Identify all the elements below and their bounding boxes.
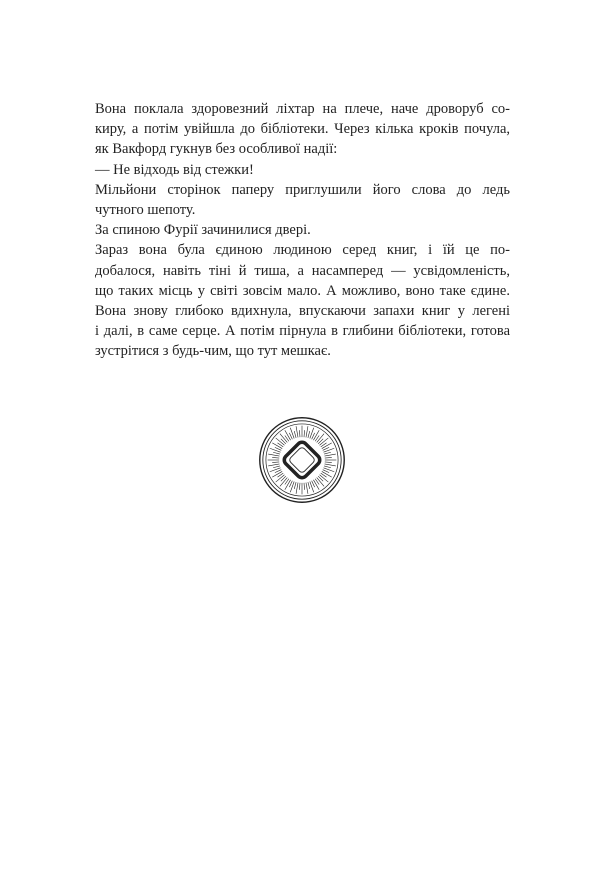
ornament-ray bbox=[273, 466, 280, 468]
ornament-ray bbox=[320, 438, 329, 445]
ornament-ray bbox=[276, 475, 285, 482]
text-line-9: добалося, навіть тіні й тиша, а насамперед — усвідомленість, bbox=[95, 262, 510, 279]
ornament-ray bbox=[273, 452, 280, 454]
ornament-ray bbox=[324, 468, 335, 472]
ornament-ray bbox=[308, 431, 310, 438]
ornament-ray bbox=[325, 454, 336, 456]
ornament-ray bbox=[285, 480, 291, 490]
text-line-6: чутного шепоту. bbox=[95, 201, 196, 218]
ornament-ray bbox=[268, 464, 279, 466]
text-line-13: зустрітися з будь-чим, що тут мешкає. bbox=[95, 343, 331, 360]
ornament-ray bbox=[270, 448, 281, 452]
ornament-ray bbox=[313, 480, 319, 490]
ornament-ray bbox=[280, 478, 287, 487]
ornament-ray bbox=[310, 428, 314, 439]
ornament-ray bbox=[325, 457, 332, 458]
ornament-ray bbox=[304, 430, 305, 437]
ornament-ray bbox=[325, 464, 336, 466]
ornament-ray bbox=[308, 482, 310, 489]
ornament-ray bbox=[268, 454, 279, 456]
ornament-ray bbox=[324, 466, 331, 468]
text-line-3: як Вакфорд гукнув без особливої надії: bbox=[95, 141, 338, 158]
ornament-ray bbox=[285, 430, 291, 440]
ornament-ray bbox=[296, 483, 298, 494]
dialogue-line: — Не відходь від стежки! bbox=[95, 161, 254, 178]
body-text bbox=[95, 99, 510, 361]
text-line-2: киру, а потім увійшла до бібліотеки. Через кілька кроків почула, bbox=[95, 121, 510, 138]
ornament-ray bbox=[322, 443, 332, 449]
ornament-ray bbox=[299, 430, 300, 437]
ornament-ray bbox=[325, 462, 332, 463]
ornament-ray bbox=[322, 471, 332, 477]
ornament-ray bbox=[306, 483, 308, 494]
ornament-ray bbox=[310, 482, 314, 493]
ornament-ray bbox=[320, 475, 329, 482]
ornament-ray bbox=[272, 471, 282, 477]
ornament-ray bbox=[272, 457, 279, 458]
text-line-1: Вона поклала здоровезний ліхтар на плече, наче дроворуб со- bbox=[95, 101, 510, 117]
ornament-ray bbox=[317, 478, 324, 487]
ornament-ray bbox=[272, 462, 279, 463]
ornament-ray bbox=[324, 452, 331, 454]
ornament-ray bbox=[299, 483, 300, 490]
ornament-ray bbox=[290, 428, 294, 439]
ornament-ray bbox=[270, 468, 281, 472]
text-line-12: і далі, в саме серце. А потім пірнула в глибини бібліотеки, готова bbox=[95, 323, 510, 340]
ornament-ray bbox=[294, 482, 296, 489]
text-line-11: Вона знову глибоко вдихнула, впускаючи запахи книг у легені bbox=[95, 302, 510, 319]
text-line-10: що таких місць у світі зовсім мало. А можливо, воно таке єдине. bbox=[95, 282, 510, 299]
ornament-ray bbox=[313, 430, 319, 440]
ornament-ray bbox=[280, 434, 287, 443]
ornament-ray bbox=[290, 482, 294, 493]
ornament-ray bbox=[294, 431, 296, 438]
ornament-ray bbox=[304, 483, 305, 490]
ornament-ray bbox=[296, 426, 298, 437]
sunburst-diamond-ornament-icon bbox=[258, 416, 346, 504]
text-line-5: Мільйони сторінок паперу приглушили його слова до ледь bbox=[95, 181, 510, 198]
ornament-ray bbox=[276, 438, 285, 445]
ornament-ray bbox=[324, 448, 335, 452]
text-line-7: За спиною Фурії зачинилися двері. bbox=[95, 222, 311, 239]
ornament-ray bbox=[306, 426, 308, 437]
ornament-ray bbox=[317, 434, 324, 443]
text-line-8: Зараз вона була єдиною людиною серед книг, і їй це по- bbox=[95, 242, 510, 259]
ornament-ray bbox=[272, 443, 282, 449]
